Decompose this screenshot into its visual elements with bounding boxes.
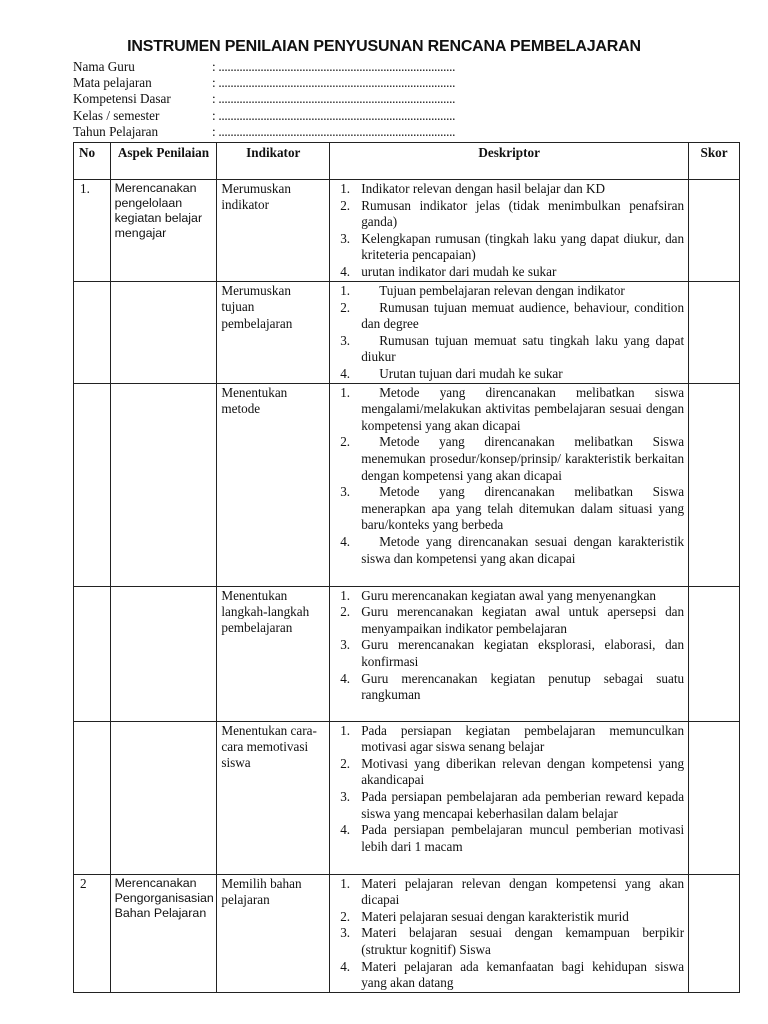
field-label: Tahun Pelajaran xyxy=(73,123,159,139)
skor-cell xyxy=(689,180,740,282)
descriptor-text: Materi pelajaran ada kemanfaatan bagi kehidupan siswa yang akan datang xyxy=(361,958,685,991)
descriptor-text: Guru merencanakan kegiatan eksplorasi, elaborasi, dan konfirmasi xyxy=(361,637,685,669)
skor-cell xyxy=(689,721,740,874)
descriptor-item: 4. Materi pelajaran ada kemanfaatan bagi kehidupan siswa yang akan datang xyxy=(340,958,685,991)
descriptor-item: 3. Pada persiapan pembelajaran ada pemberian reward kepada siswa yang mencapai keberhasilan dalam belajar xyxy=(340,788,685,821)
descriptor-cell xyxy=(330,874,689,992)
skor-cell xyxy=(689,383,740,586)
aspek-cell xyxy=(110,721,217,874)
indikator-cell: Menentukan cara-cara memotivasi siswa xyxy=(217,721,330,874)
field-kelas-semester xyxy=(73,108,455,124)
field-label: Mata pelajaran xyxy=(73,75,152,91)
aspek-cell: Merencanakan pengelolaan kegiatan belajar mengajar xyxy=(110,180,217,282)
indikator-cell: Menentukan langkah-langkah pembelajaran xyxy=(217,586,330,721)
descriptor-text: Urutan tujuan dari mudah ke sukar xyxy=(379,365,563,381)
table-row xyxy=(74,282,740,384)
descriptor-item: 2. Motivasi yang diberikan relevan dengan kompetensi yang akandicapai xyxy=(340,755,685,788)
table-row xyxy=(74,383,740,586)
row-number xyxy=(74,721,111,874)
descriptor-list xyxy=(334,588,684,704)
descriptor-item: 2. Materi pelajaran sesuai dengan karakteristik murid xyxy=(340,908,629,924)
descriptor-cell xyxy=(330,282,689,384)
descriptor-item: 4. Pada persiapan pembelajaran muncul pemberian motivasi lebih dari 1 macam xyxy=(340,822,685,854)
field-kompetensi-dasar xyxy=(73,91,455,107)
row-number: 1. xyxy=(74,180,111,282)
skor-cell xyxy=(689,586,740,721)
aspek-cell xyxy=(110,282,217,384)
field-nama-guru xyxy=(73,59,455,75)
descriptor-text: Rumusan tujuan memuat satu tingkah laku yang dapat diukur xyxy=(361,332,685,365)
descriptor-item: 2. Guru merencanakan kegiatan awal untuk apersepsi dan menyampaikan indikator pembelajaran xyxy=(340,604,685,636)
field-label: Kelas / semester xyxy=(73,107,160,123)
descriptor-text: Guru merencanakan kegiatan awal yang menyenangkan xyxy=(361,587,656,603)
descriptor-item: 3. Kelengkapan rumusan (tingkah laku yang dapat diukur, dan kriteteria pencapaian) xyxy=(340,230,685,263)
descriptor-cell xyxy=(330,721,689,874)
descriptor-cell xyxy=(330,180,689,282)
descriptor-item: 4. Guru merencanakan kegiatan penutup sebagai suatu rangkuman xyxy=(340,670,685,703)
descriptor-item: 1. Pada persiapan kegiatan pembelajaran memunculkan motivasi agar siswa senang belajar xyxy=(340,722,685,755)
descriptor-text: Tujuan pembelajaran relevan dengan indikator xyxy=(379,283,625,298)
header-deskriptor: Deskriptor xyxy=(330,143,689,180)
table-row xyxy=(74,874,740,992)
descriptor-text: Materi pelajaran relevan dengan kompetensi yang akan dicapai xyxy=(361,875,685,908)
descriptor-text: urutan indikator dari mudah ke sukar xyxy=(361,263,557,279)
descriptor-list xyxy=(334,876,684,992)
descriptor-text: Pada persiapan pembelajaran ada pemberian reward kepada siswa yang mencapai keberhasilan dalam belajar xyxy=(361,788,685,821)
descriptor-item: 2. Metode yang direncanakan melibatkan Siswa menemukan prosedur/konsep/prinsip/ karakteristik berkaitan dengan kompetensi yang akan dicapai xyxy=(340,434,685,483)
field-label: Kompetensi Dasar xyxy=(73,91,171,107)
table-row xyxy=(74,586,740,721)
descriptor-item: 1. Indikator relevan dengan hasil belajar dan KD xyxy=(340,181,606,196)
aspek-cell xyxy=(110,586,217,721)
descriptor-item: 4. urutan indikator dari mudah ke sukar xyxy=(340,263,557,279)
descriptor-text: Metode yang direncanakan melibatkan siswa mengalami/melakukan aktivitas pembelajaran sesuai dengan kompetensi yang akan dicapai xyxy=(361,384,685,433)
indikator-cell: Memilih bahan pelajaran xyxy=(217,874,330,992)
document-title: INSTRUMEN PENILAIAN PENYUSUNAN RENCANA PEMBELAJARAN xyxy=(127,38,641,55)
descriptor-item: 3. Materi belajaran sesuai dengan kemampuan berpikir (struktur kognitif) Siswa xyxy=(340,925,685,957)
field-value: : ............................................................................... xyxy=(212,107,456,123)
aspek-cell: Merencanakan Pengorganisasian Bahan Pelajaran xyxy=(110,874,217,992)
descriptor-text: Materi belajaran sesuai dengan kemampuan berpikir (struktur kognitif) Siswa xyxy=(361,925,685,957)
row-number: 2 xyxy=(74,874,111,992)
field-label: Nama Guru xyxy=(73,59,135,74)
descriptor-item: 3. Metode yang direncanakan melibatkan Siswa menerapkan apa yang telah ditemukan dalam situasi yang baru/konteks yang berbeda xyxy=(340,484,685,533)
header-no: No xyxy=(74,143,111,180)
table-header-row xyxy=(74,143,740,180)
descriptor-item: 4. Urutan tujuan dari mudah ke sukar xyxy=(340,365,563,381)
descriptor-text: Indikator relevan dengan hasil belajar dan KD xyxy=(361,181,606,196)
descriptor-item: 1. Tujuan pembelajaran relevan dengan indikator xyxy=(340,283,625,298)
descriptor-text: Guru merencanakan kegiatan awal untuk apersepsi dan menyampaikan indikator pembelajaran xyxy=(361,604,685,636)
descriptor-text: Rumusan indikator jelas (tidak menimbulkan penafsiran ganda) xyxy=(361,197,685,230)
field-value: : ............................................................................... xyxy=(212,91,456,107)
descriptor-item: 2. Rumusan indikator jelas (tidak menimbulkan penafsiran ganda) xyxy=(340,197,685,230)
descriptor-text: Metode yang direncanakan sesuai dengan karakteristik siswa dan kompetensi yang akan dicapai xyxy=(361,533,685,566)
descriptor-item: 3. Rumusan tujuan memuat satu tingkah laku yang dapat diukur xyxy=(340,332,685,365)
header-aspek: Aspek Penilaian xyxy=(110,143,217,180)
indikator-cell: Merumuskan tujuan pembelajaran xyxy=(217,282,330,384)
table-body xyxy=(74,180,740,993)
header-indikator: Indikator xyxy=(217,143,330,180)
indikator-cell: Menentukan metode xyxy=(217,383,330,586)
identity-fields xyxy=(73,59,455,140)
descriptor-item: 1. Materi pelajaran relevan dengan kompetensi yang akan dicapai xyxy=(340,875,685,908)
skor-cell xyxy=(689,282,740,384)
descriptor-text: Metode yang direncanakan melibatkan Siswa menerapkan apa yang telah ditemukan dalam situasi yang baru/konteks yang berbeda xyxy=(361,484,685,533)
header-skor: Skor xyxy=(689,143,740,180)
descriptor-text: Kelengkapan rumusan (tingkah laku yang dapat diukur, dan kriteteria pencapaian) xyxy=(361,230,685,263)
field-value: : ............................................................................... xyxy=(212,75,456,91)
descriptor-item: 3. Guru merencanakan kegiatan eksplorasi, elaborasi, dan konfirmasi xyxy=(340,637,685,669)
descriptor-item: 2. Rumusan tujuan memuat audience, behaviour, condition dan degree xyxy=(340,299,685,332)
descriptor-list xyxy=(334,385,684,568)
row-number xyxy=(74,383,111,586)
aspek-cell xyxy=(110,383,217,586)
table-row xyxy=(74,180,740,282)
skor-cell xyxy=(689,874,740,992)
descriptor-text: Metode yang direncanakan melibatkan Siswa menemukan prosedur/konsep/prinsip/ karakteristik berkaitan dengan kompetensi yang akan dicapai xyxy=(361,434,685,483)
assessment-table xyxy=(73,142,740,993)
descriptor-text: Pada persiapan kegiatan pembelajaran memunculkan motivasi agar siswa senang belajar xyxy=(361,722,685,755)
descriptor-text: Motivasi yang diberikan relevan dengan kompetensi yang akandicapai xyxy=(361,755,685,788)
descriptor-text: Rumusan tujuan memuat audience, behaviour, condition dan degree xyxy=(361,299,685,332)
descriptor-item: 4. Metode yang direncanakan sesuai dengan karakteristik siswa dan kompetensi yang akan dicapai xyxy=(340,533,685,566)
descriptor-text: Guru merencanakan kegiatan penutup sebagai suatu rangkuman xyxy=(361,670,685,703)
descriptor-item: 1. Metode yang direncanakan melibatkan siswa mengalami/melakukan aktivitas pembelajaran sesuai dengan kompetensi yang akan dicapai xyxy=(340,384,685,433)
field-tahun-pelajaran xyxy=(73,124,455,140)
descriptor-list xyxy=(334,181,684,281)
row-number xyxy=(74,586,111,721)
row-number xyxy=(74,282,111,384)
table-row xyxy=(74,721,740,874)
descriptor-list xyxy=(334,283,684,383)
descriptor-text: Materi pelajaran sesuai dengan karakteristik murid xyxy=(361,908,629,924)
field-value: : ............................................................................... xyxy=(212,123,456,139)
field-mata-pelajaran xyxy=(73,75,455,91)
descriptor-text: Pada persiapan pembelajaran muncul pemberian motivasi lebih dari 1 macam xyxy=(361,822,685,854)
descriptor-cell xyxy=(330,383,689,586)
descriptor-cell xyxy=(330,586,689,721)
indikator-cell: Merumuskan indikator xyxy=(217,180,330,282)
descriptor-list xyxy=(334,723,684,856)
field-value: : ............................................................................... xyxy=(212,59,456,74)
descriptor-item: 1. Guru merencanakan kegiatan awal yang menyenangkan xyxy=(340,587,656,603)
